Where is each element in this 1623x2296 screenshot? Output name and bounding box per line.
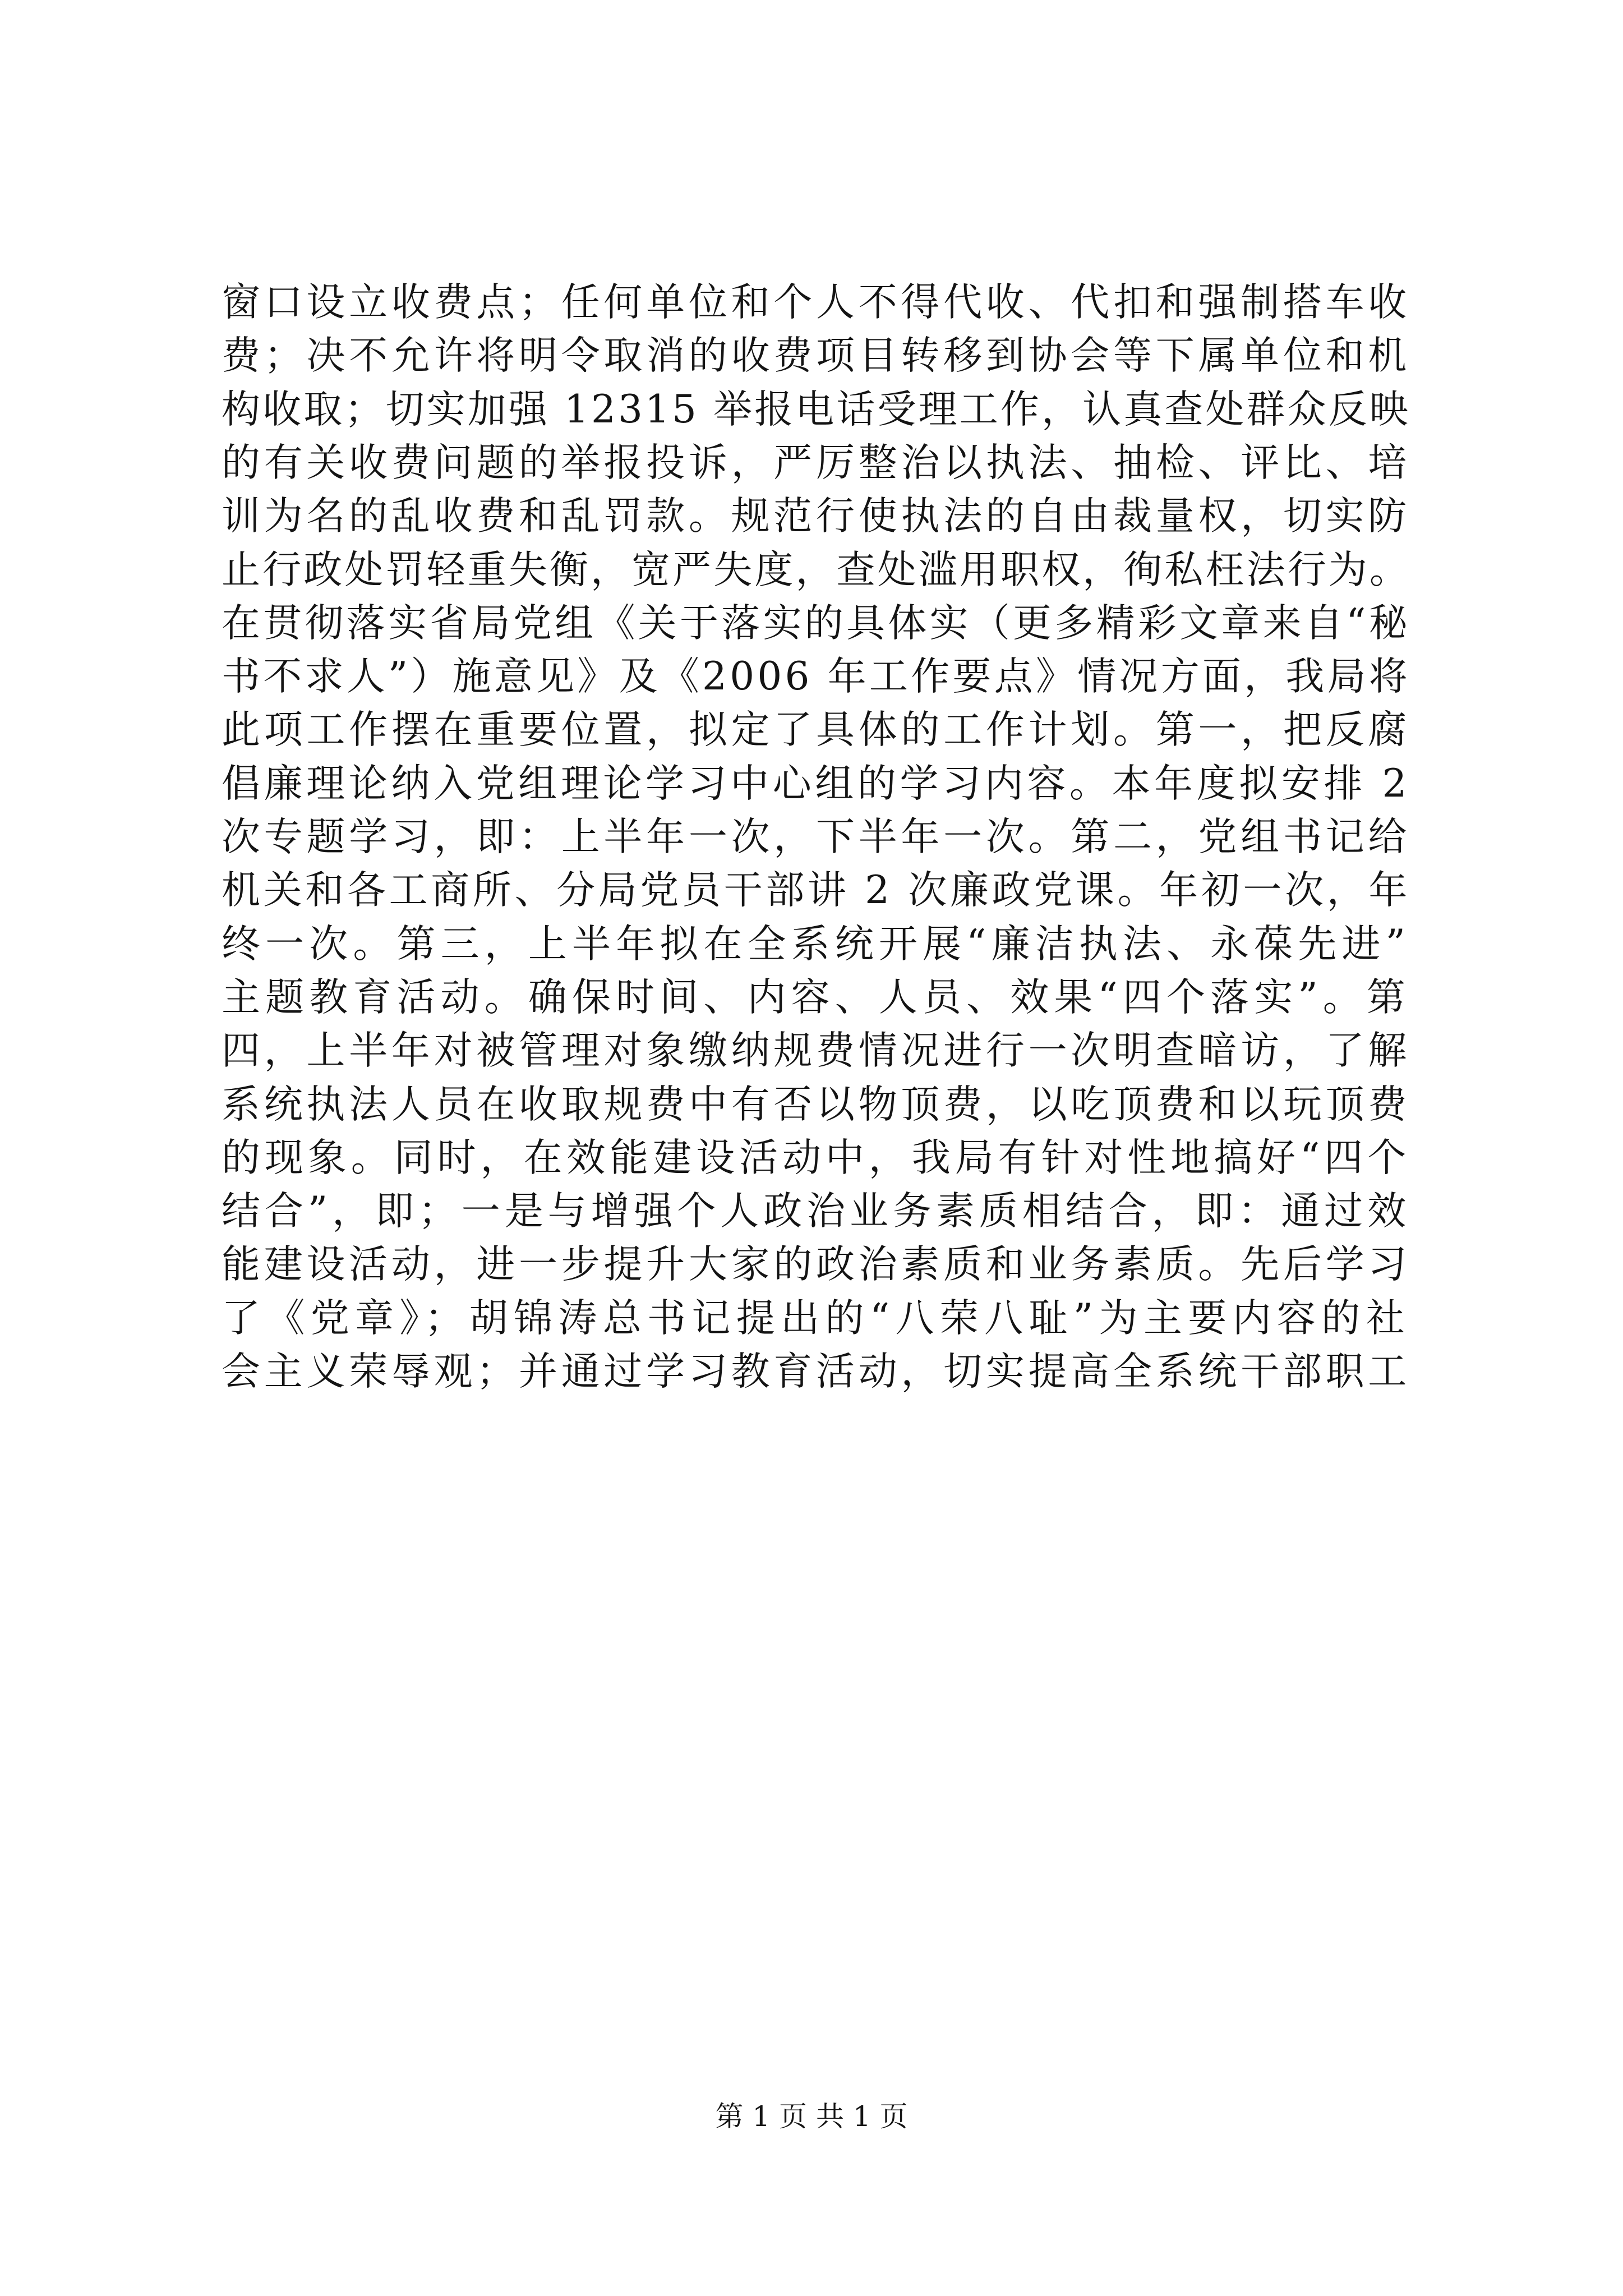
body-line: 止行政处罚轻重失衡，宽严失度，查处滥用职权，徇私枉法行为。 xyxy=(222,547,1410,592)
body-line: 费；决不允许将明令取消的收费项目转移到协会等下属单位和机 xyxy=(222,333,1410,378)
body-line: 机关和各工商所、分局党员干部讲 2 次廉政党课。年初一次，年 xyxy=(222,868,1410,913)
body-line: 会主义荣辱观；并通过学习教育活动，切实提高全系统干部职工 xyxy=(222,1349,1410,1394)
body-line: 终一次。第三，上半年拟在全系统开展“廉洁执法、永葆先进” xyxy=(222,922,1410,967)
body-line: 次专题学习，即：上半年一次，下半年一次。第二，党组书记给 xyxy=(222,815,1410,859)
body-line: 倡廉理论纳入党组理论学习中心组的学习内容。本年度拟安排 2 xyxy=(222,761,1410,806)
page-footer: 第 1 页 共 1 页 xyxy=(715,2100,908,2133)
body-line: 在贯彻落实省局党组《关于落实的具体实（更多精彩文章来自“秘 xyxy=(222,601,1410,646)
body-line: 主题教育活动。确保时间、内容、人员、效果“四个落实”。第 xyxy=(222,975,1410,1020)
body-line: 四，上半年对被管理对象缴纳规费情况进行一次明查暗访，了解 xyxy=(222,1028,1410,1073)
body-line: 结合”，即；一是与增强个人政治业务素质相结合，即：通过效 xyxy=(222,1189,1410,1234)
body-line: 构收取；切实加强 12315 举报电话受理工作，认真查处群众反映 xyxy=(222,387,1410,432)
body-line: 此项工作摆在重要位置，拟定了具体的工作计划。第一，把反腐 xyxy=(222,707,1410,752)
body-line: 能建设活动，进一步提升大家的政治素质和业务素质。先后学习 xyxy=(222,1242,1410,1287)
body-line: 书不求人”）施意见》及《2006 年工作要点》情况方面，我局将 xyxy=(222,654,1410,699)
body-line: 的现象。同时，在效能建设活动中，我局有针对性地搞好“四个 xyxy=(222,1135,1410,1180)
body-line: 系统执法人员在收取规费中有否以物顶费，以吃顶费和以玩顶费 xyxy=(222,1082,1410,1127)
body-line: 训为名的乱收费和乱罚款。规范行使执法的自由裁量权，切实防 xyxy=(222,494,1410,539)
body-line: 的有关收费问题的举报投诉，严厉整治以执法、抽检、评比、培 xyxy=(222,440,1410,485)
body-line: 窗口设立收费点；任何单位和个人不得代收、代扣和强制搭车收 xyxy=(222,280,1410,325)
body-line: 了《党章》；胡锦涛总书记提出的“八荣八耻”为主要内容的社 xyxy=(222,1296,1410,1341)
